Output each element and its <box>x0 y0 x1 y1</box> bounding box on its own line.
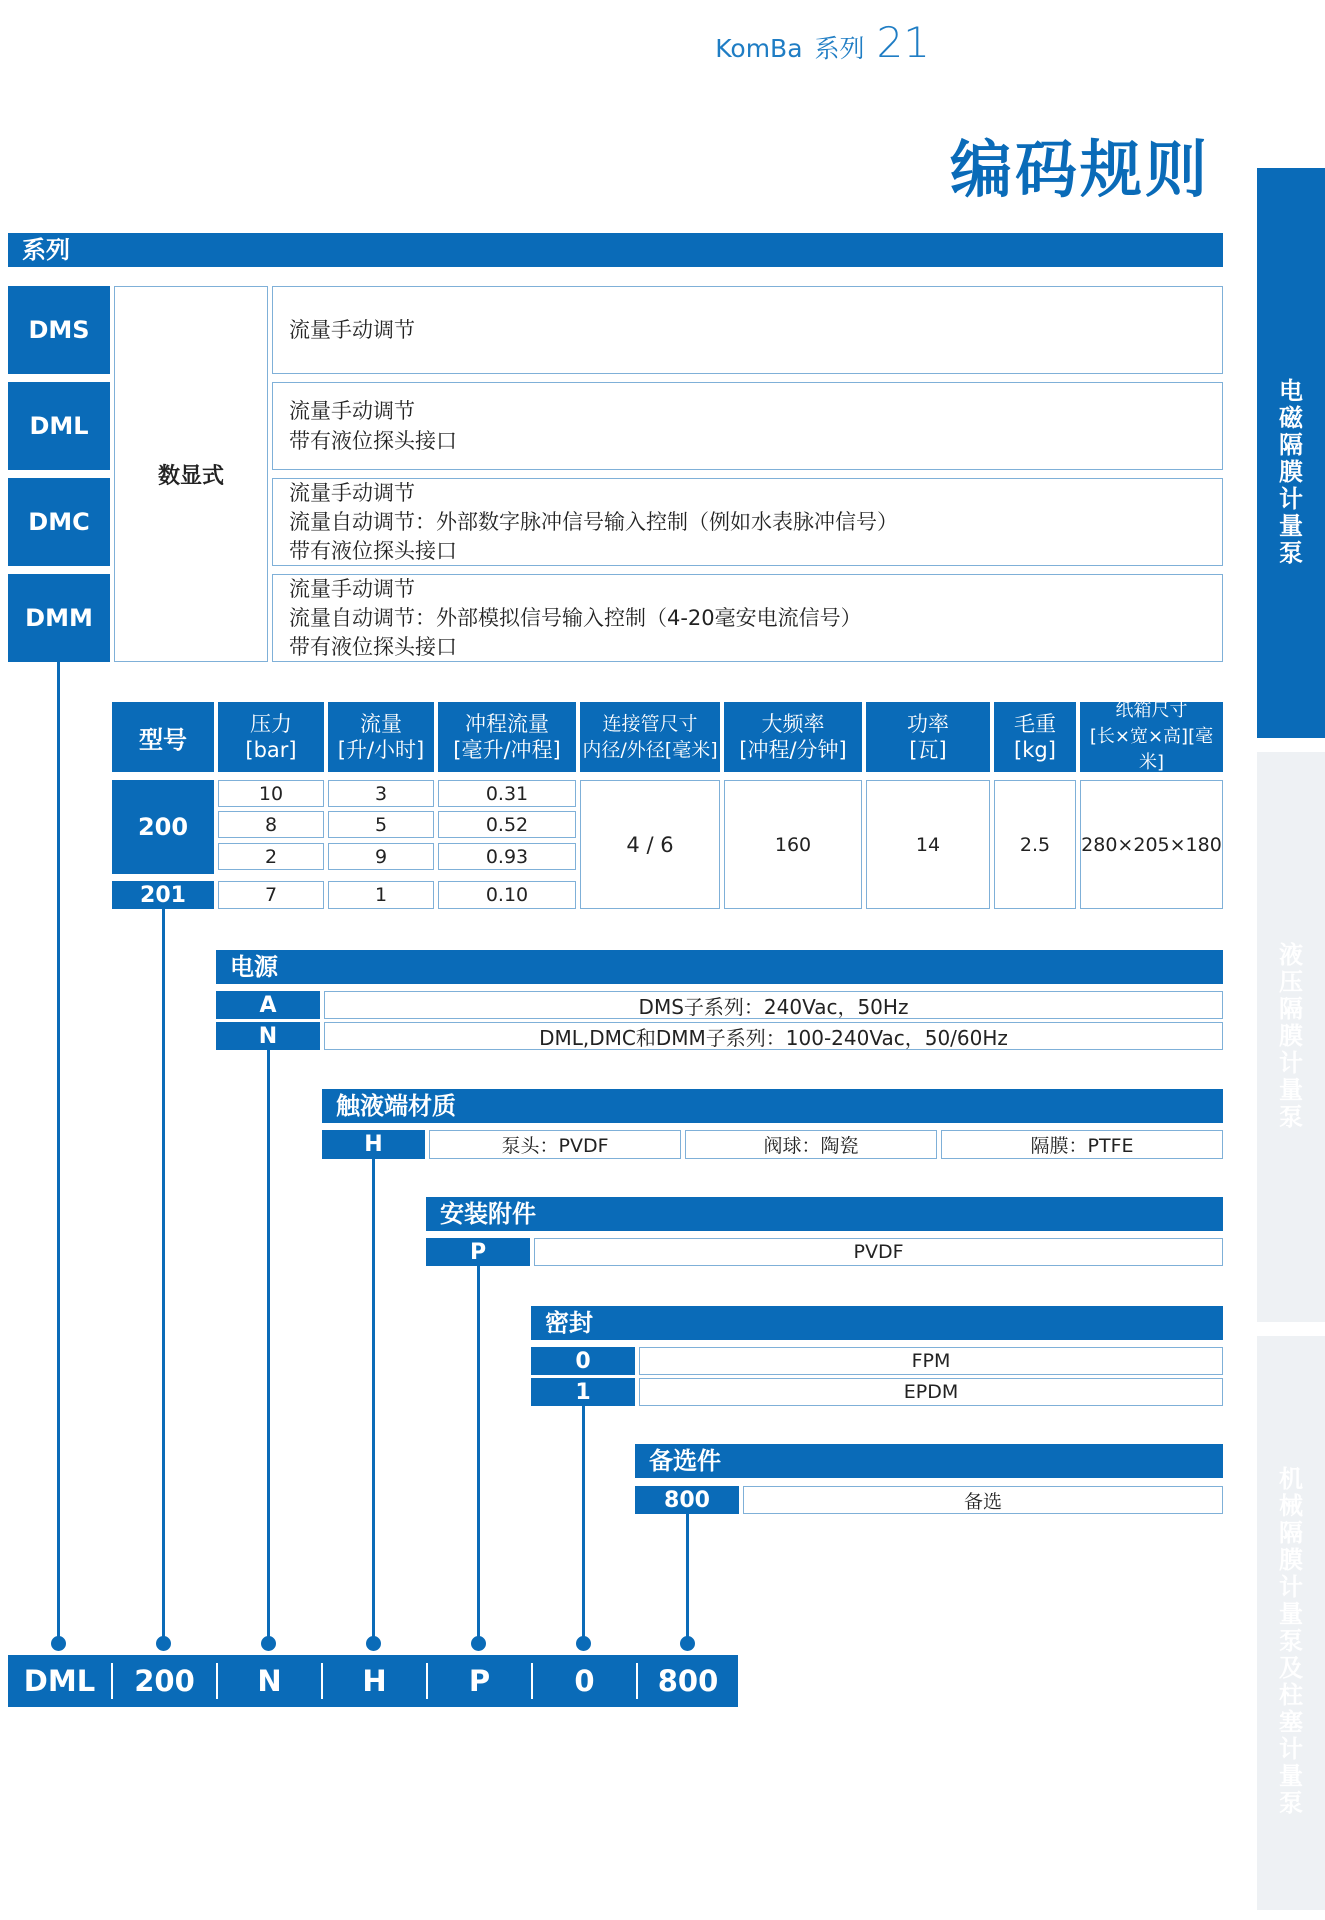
col-header-weight <box>994 702 1076 772</box>
series-code-dmc: DMC <box>8 478 110 566</box>
example-code-segment: N <box>218 1663 323 1699</box>
seal-text-1: EPDM <box>639 1378 1223 1406</box>
cell-stroke: 0.10 <box>438 881 576 909</box>
col-header-box <box>1080 702 1223 772</box>
connector-line-wetted <box>372 1159 375 1648</box>
cell-weight: 2.5 <box>994 780 1076 909</box>
connector-dot <box>156 1636 171 1651</box>
power-text-n: DML,DMC和DMM子系列：100-240Vac，50/60Hz <box>324 1022 1223 1050</box>
series-desc-dms <box>272 286 1223 374</box>
connector-dot <box>680 1636 695 1651</box>
header-line: 连接管尺寸 <box>602 713 698 735</box>
power-heading: 电源 <box>216 950 1223 984</box>
connector-line-power <box>267 1050 270 1648</box>
col-header-pressure <box>218 702 324 772</box>
model-code-200: 200 <box>112 780 214 874</box>
desc-line: 带有液位探头接口 <box>289 634 457 659</box>
connector-line-accessory <box>477 1266 480 1648</box>
cell-stroke: 0.93 <box>438 843 576 870</box>
desc-line: 流量手动调节 <box>289 318 415 342</box>
series-desc-dmm <box>272 574 1223 662</box>
accessory-text: PVDF <box>534 1238 1223 1266</box>
optional-text: 备选 <box>743 1486 1223 1514</box>
desc-line: 流量自动调节：外部数字脉冲信号输入控制（例如水表脉冲信号） <box>289 509 898 534</box>
header-line: [kg] <box>1014 738 1056 762</box>
example-code-segment: H <box>323 1663 428 1699</box>
brand-name: KomBa <box>715 34 803 63</box>
header-line: 内径/外径[毫米] <box>582 739 718 761</box>
cell-flow: 1 <box>328 881 434 909</box>
header-line: 纸箱尺寸 <box>1115 700 1188 721</box>
desc-line: 流量手动调节 <box>289 576 415 601</box>
connector-line-series <box>57 662 60 1648</box>
example-code-segment: P <box>428 1663 533 1699</box>
side-tab-label: 电 磁 隔 膜 计 量 泵 <box>1279 377 1303 567</box>
header-line: 功率 <box>907 712 949 736</box>
header-line: 冲程流量 <box>465 712 549 736</box>
desc-line: 流量手动调节 <box>289 480 415 505</box>
cell-pressure: 7 <box>218 881 324 909</box>
connector-dot <box>471 1636 486 1651</box>
header-line: [毫升/冲程] <box>453 738 561 762</box>
side-tab-label: 机 械 隔 膜 计 量 泵 及 柱 塞 计 量 泵 <box>1279 1465 1303 1817</box>
connector-dot <box>366 1636 381 1651</box>
power-text-a: DMS子系列：240Vac，50Hz <box>324 991 1223 1019</box>
wetted-heading: 触液端材质 <box>322 1089 1223 1123</box>
cell-box: 280×205×180 <box>1080 780 1223 909</box>
connector-line-model <box>162 909 165 1648</box>
col-header-power <box>866 702 990 772</box>
model-header-code: 型号 <box>112 702 214 772</box>
header-line: 大频率 <box>761 712 825 736</box>
cell-pressure: 10 <box>218 780 324 807</box>
connector-line-optional <box>686 1514 689 1648</box>
side-tab-electromagnetic[interactable] <box>1257 168 1325 738</box>
cell-stroke: 0.31 <box>438 780 576 807</box>
model-code-201: 201 <box>112 881 214 909</box>
series-heading: 系列 <box>8 233 1223 267</box>
optional-heading: 备选件 <box>635 1444 1223 1478</box>
header-line: 压力 <box>250 712 292 736</box>
cell-frequency: 160 <box>724 780 862 909</box>
example-code-segment: 200 <box>113 1663 218 1699</box>
desc-line: 带有液位探头接口 <box>289 538 457 563</box>
wetted-part-diaphragm: 隔膜：PTFE <box>941 1130 1223 1159</box>
side-tab-hydraulic[interactable] <box>1257 752 1325 1322</box>
col-header-pipe <box>580 702 720 772</box>
accessory-code: P <box>426 1238 530 1266</box>
page-header <box>715 18 930 67</box>
wetted-part-head: 泵头：PVDF <box>429 1130 681 1159</box>
desc-line: 带有液位探头接口 <box>289 429 457 453</box>
header-line: [升/小时] <box>337 738 425 762</box>
header-line: [瓦] <box>909 738 947 762</box>
cell-flow: 3 <box>328 780 434 807</box>
desc-line: 流量自动调节：外部模拟信号输入控制（4-20毫安电流信号） <box>289 605 862 630</box>
header-line: [bar] <box>245 738 297 762</box>
connector-line-seal <box>582 1406 585 1648</box>
col-header-flow <box>328 702 434 772</box>
col-header-stroke <box>438 702 576 772</box>
example-code-segment: DML <box>8 1663 113 1699</box>
header-line: [长×宽×高][毫米] <box>1089 726 1214 773</box>
series-desc-dml <box>272 382 1223 470</box>
wetted-part-ball: 阀球：陶瓷 <box>685 1130 937 1159</box>
cell-pressure: 8 <box>218 811 324 838</box>
side-tab-label: 液 压 隔 膜 计 量 泵 <box>1279 941 1303 1131</box>
wetted-code: H <box>322 1130 425 1159</box>
seal-heading: 密封 <box>531 1306 1223 1340</box>
connector-dot <box>576 1636 591 1651</box>
page-number: 21 <box>876 18 930 67</box>
seal-code-0: 0 <box>531 1347 635 1375</box>
power-code-n: N <box>216 1022 320 1050</box>
cell-flow: 9 <box>328 843 434 870</box>
example-code-segment: 0 <box>533 1663 638 1699</box>
connector-dot <box>51 1636 66 1651</box>
page-title: 编码规则 <box>950 133 1211 206</box>
seal-code-1: 1 <box>531 1378 635 1406</box>
series-code-dml: DML <box>8 382 110 470</box>
series-desc-dmc <box>272 478 1223 566</box>
cell-pipe: 4 / 6 <box>580 780 720 909</box>
series-code-dms: DMS <box>8 286 110 374</box>
example-code-segment: 800 <box>657 1664 719 1698</box>
series-code-dmm: DMM <box>8 574 110 662</box>
cell-power: 14 <box>866 780 990 909</box>
header-line: [冲程/分钟] <box>739 738 847 762</box>
cell-flow: 5 <box>328 811 434 838</box>
seal-text-0: FPM <box>639 1347 1223 1375</box>
connector-dot <box>261 1636 276 1651</box>
col-header-frequency <box>724 702 862 772</box>
cell-pressure: 2 <box>218 843 324 870</box>
series-word: 系列 <box>814 34 865 63</box>
header-line: 毛重 <box>1014 712 1056 736</box>
cell-stroke: 0.52 <box>438 811 576 838</box>
side-tab-mechanical[interactable] <box>1257 1336 1325 1910</box>
power-code-a: A <box>216 991 320 1019</box>
example-code-bar <box>8 1655 738 1707</box>
series-group-label: 数显式 <box>114 286 268 662</box>
desc-line: 流量手动调节 <box>289 399 415 423</box>
accessory-heading: 安装附件 <box>426 1197 1223 1231</box>
optional-code: 800 <box>635 1486 739 1514</box>
header-line: 流量 <box>360 712 402 736</box>
